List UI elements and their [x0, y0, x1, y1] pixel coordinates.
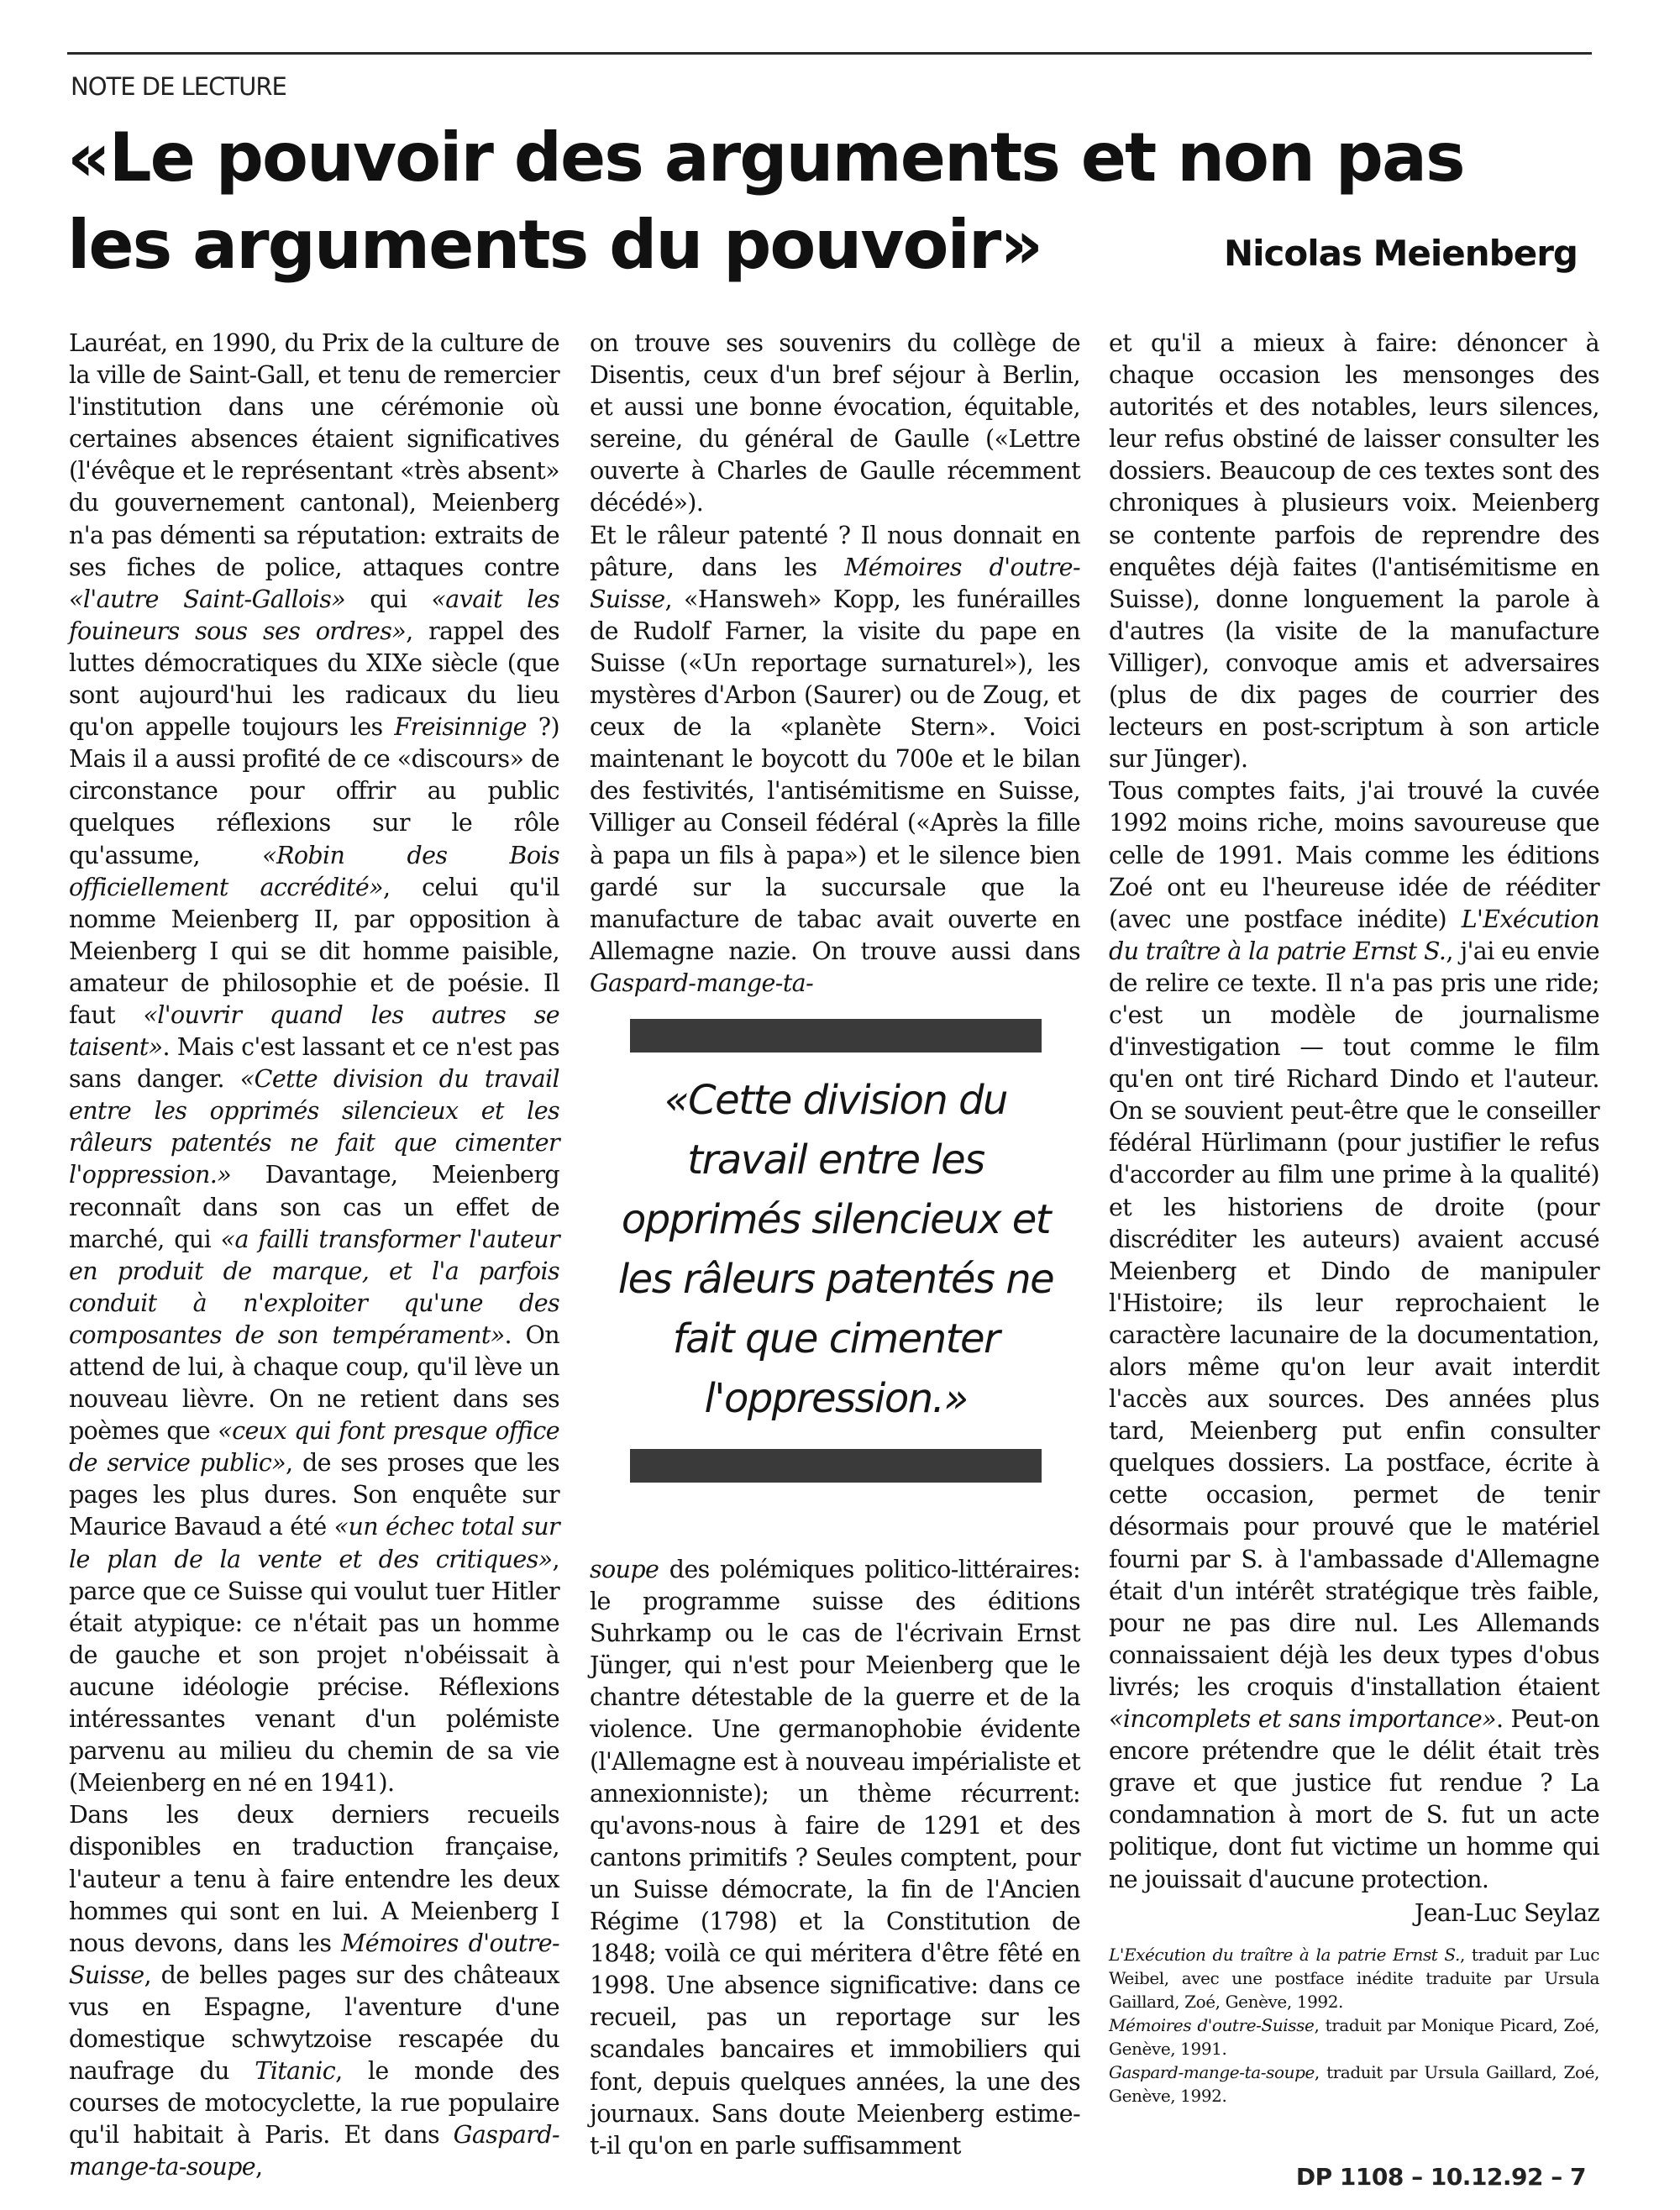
bibliography-entry: Gaspard-mange-ta-soupe, traduit par Ursula Gaillard, Zoé, Genève, 1992.: [1109, 2061, 1599, 2106]
article-column-1: [69, 328, 559, 2183]
top-rule: [67, 52, 1592, 55]
paragraph: soupe des polémiques politico-littéraires: le programme suisse des éditions Suhrkamp ou le cas de l'écrivain Ernst Jünger, qui n'est pour Meienberg que le chantre détestable de la guerre et de la violence. Une germanophobie évidente (l'Allemagne est à nouveau impérialiste et annexionniste); un thème récurrent: qu'avons-nous à faire de 1291 et des cantons primitifs ? Seules comptent, pour un Suisse démocrate, la fin de l'Ancien Régime (1798) et la Constitution de 1848; voilà ce qui méritera d'être fêté en 1998. Une absence significative: dans ce recueil, pas un reportage sur les scandales bancaires et immobiliers qui font, depuis quelques années, la une des journaux. Sans doute Meienberg estime-t-il qu'on en parle suffisamment: [590, 1556, 1080, 2160]
paragraph: Tous comptes faits, j'ai trouvé la cuvée 1992 moins riche, moins savoureuse que celle de 1991. Mais comme les éditions Zoé ont eu l'heureuse idée de rééditer (avec une postface inédite) L'Exécution du traître à la patrie Ernst S., j'ai eu envie de relire ce texte. Il n'a pas pris une ride; c'est un modèle de journalisme d'investigation — tout comme le film qu'en ont tiré Richard Dindo et l'auteur. On se souvient peut-être que le conseiller fédéral Hürlimann (pour justifier le refus d'accorder au film une prime à la qualité) et les historiens de droite (pour discréditer les auteurs) avaient accusé Meienberg et Dindo de manipuler l'Histoire; ils leur reprochaient le caractère lacunaire de la documentation, alors même qu'on leur avait interdit l'accès aux sources. Des années plus tard, Meienberg put enfin consulter quelques dossiers. La postface, écrite à cette occasion, permet de tenir désormais pour prouvé que le matériel fourni par S. à l'ambassade d'Allemagne était d'un intérêt stratégique très faible, pour ne pas dire nul. Les Allemands connaissaient déjà les deux types d'obus livrés; les croquis d'installation étaient «incomplets et sans importance». Peut-on encore prétendre que le délit était très grave et que justice fut rendue ? La condamnation à mort de S. fut un acte politique, dont fut victime un homme qui ne jouissait d'aucune protection.: [1109, 777, 1599, 1893]
quote-bar-bottom: [630, 1449, 1042, 1483]
quote-bar-top: [630, 1019, 1042, 1053]
subject-name: Nicolas Meienberg: [1223, 233, 1578, 274]
bibliography-entry: L'Exécution du traître à la patrie Ernst S., traduit par Luc Weibel, avec une postface inédite traduite par Ursula Gaillard, Zoé, Genève, 1992.: [1109, 1944, 1599, 2012]
paragraph: Lauréat, en 1990, du Prix de la culture de la ville de Saint-Gall, et tenu de remercier l'institution dans une cérémonie où certaines absences étaient significatives (l'évêque et le représentant «très absent» du gouvernement cantonal), Meienberg n'a pas démenti sa réputation: extraits de ses fiches de police, attaques contre «l'autre Saint-Gallois» qui «avait les fouineurs sous ses ordres», rappel des luttes démocratiques du XIXe siècle (que sont aujourd'hui les radicaux du lieu qu'on appelle toujours les Freisinnige ?) Mais il a aussi profité de ce «discours» de circonstance pour offrir au public quelques réflexions sur le rôle qu'assume, «Robin des Bois officiellement accrédité», celui qu'il nomme Meienberg II, par opposition à Meienberg I qui se dit homme paisible, amateur de philosophie et de poésie. Il faut «l'ouvrir quand les autres se taisent». Mais c'est lassant et ce n'est pas sans danger. «Cette division du travail entre les opprimés silencieux et les râleurs patentés ne fait que cimenter l'oppression.» Davantage, Meienberg reconnaît dans son cas un effet de marché, qui «a failli transformer l'auteur en produit de marque, et l'a parfois conduit à n'exploiter qu'une des composantes de son tempérament». On attend de lui, à chaque coup, qu'il lève un nouveau lièvre. On ne retient dans ses poèmes que «ceux qui font presque office de service public», de ses proses que les pages les plus dures. Son enquête sur Maurice Bavaud a été «un échec total sur le plan de la vente et des critiques», parce que ce Suisse qui voulut tuer Hitler était atypique: ce n'était pas un homme de gauche et son projet n'obéissait à aucune idéologie précise. Réflexions intéressantes venant d'un polémiste parvenu au milieu du chemin de sa vie (Meienberg en né en 1941).: [69, 329, 560, 1798]
paragraph: Et le râleur patenté ? Il nous donnait en pâture, dans les Mémoires d'outre-Suisse, «Hansweh» Kopp, les funérailles de Rudolf Farner, la visite du pape en Suisse («Un reportage surnaturel»), les mystères d'Arbon (Saurer) ou de Zoug, et ceux de la «planète Stern». Voici maintenant le boycott du 700e et le bilan des festivités, l'antisémitisme en Suisse, Villiger au Conseil fédéral («Après la fille à papa un fils à papa») et le silence bien gardé sur la succursale que la manufacture de tabac avait ouverte en Allemagne nazie. On trouve aussi dans Gaspard-mange-ta-: [590, 521, 1080, 997]
bibliography: [1109, 1943, 1599, 2108]
article-headline: «Le pouvoir des arguments et non pas les arguments du pouvoir»: [67, 118, 1464, 284]
paragraph: et qu'il a mieux à faire: dénoncer à chaque occasion les mensonges des autorités et des notables, leurs silences, leur refus obstiné de laisser consulter les dossiers. Beaucoup de ces textes sont des chroniques à plusieurs voix. Meienberg se contente parfois de reprendre des enquêtes déjà faites (l'antisémitisme en Suisse), donne longuement la parole à d'autres (la visite de la manufacture Villiger), convoque amis et adversaires (plus de dix pages de courrier des lecteurs en post-scriptum à son article sur Jünger).: [1109, 329, 1599, 774]
paragraph: Dans les deux derniers recueils disponibles en traduction française, l'auteur a tenu à faire entendre les deux hommes qui sont en lui. A Meienberg I nous devons, dans les Mémoires d'outre-Suisse, de belles pages sur des châteaux vus en Espagne, l'aventure d'une domestique schwytzoise rescapée du naufrage du Titanic, le monde des courses de motocyclette, la rue populaire qu'il habitait à Paris. Et dans Gaspard-mange-ta-soupe,: [69, 1801, 559, 2181]
page-footer: DP 1108 – 10.12.92 – 7: [1295, 2163, 1586, 2191]
paragraph: on trouve ses souvenirs du collège de Disentis, ceux d'un bref séjour à Berlin, et aussi une bonne évocation, équitable, sereine, du général de Gaulle («Lettre ouverte à Charles de Gaulle récemment décédé»).: [590, 329, 1080, 517]
pull-quote: [613, 1019, 1058, 1483]
article-column-3: [1109, 328, 1599, 2108]
pull-quote-text: «Cette division du travail entre les opprimés silencieux et les râleurs patentés ne fait que cimenter l'oppression.»: [617, 1077, 1054, 1422]
bibliography-entry: Mémoires d'outre-Suisse, traduit par Monique Picard, Zoé, Genève, 1991.: [1109, 2014, 1599, 2059]
section-label: NOTE DE LECTURE: [71, 72, 286, 101]
author-signature: Jean-Luc Seylaz: [1414, 1898, 1599, 1927]
